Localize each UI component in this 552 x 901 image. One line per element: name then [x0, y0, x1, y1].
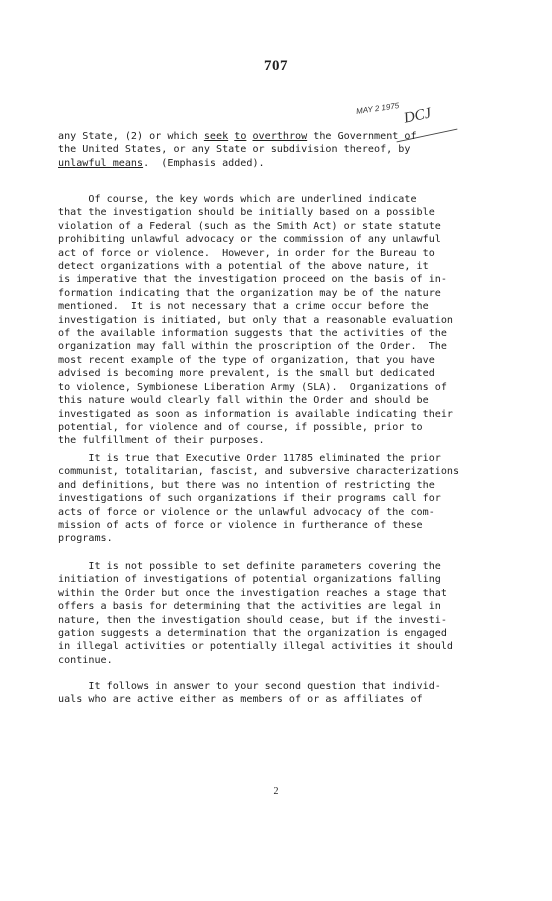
text-line [58, 479, 476, 492]
text-line [58, 300, 476, 313]
text-line [58, 157, 476, 170]
text-line [58, 680, 476, 693]
text-segment: that the investigation should be initially based on a possible [58, 207, 435, 219]
text-segment: prohibiting unlawful advocacy or the commission of any unlawful [58, 234, 441, 246]
text-line [58, 381, 476, 394]
text-line [58, 627, 476, 640]
paragraph-key-words [58, 193, 476, 448]
text-segment: to violence, Symbionese Liberation Army (SLA). Organizations of [58, 381, 447, 393]
handwritten-initials: DCJ [402, 105, 433, 127]
text-line [58, 614, 476, 627]
underlined-phrase: unlawful means [58, 157, 144, 169]
text-line [58, 421, 476, 434]
text-line [58, 519, 476, 532]
text-line [58, 640, 476, 653]
text-line [58, 314, 476, 327]
text-segment: uals who are active either as members of or as affiliates of [58, 694, 423, 706]
text-segment: programs. [58, 533, 113, 545]
text-segment: this nature would clearly fall within the Order and should be [58, 395, 429, 407]
text-segment: investigation is initiated, but only that a reasonable evaluation [58, 314, 454, 326]
text-line [58, 220, 476, 233]
text-segment: It is true that Executive Order 11785 eliminated the prior [58, 453, 441, 464]
text-line [58, 693, 476, 706]
text-line [58, 260, 476, 273]
text-segment: and definitions, but there was no intention of restricting the [58, 479, 435, 491]
paragraph-continuation [58, 130, 476, 170]
text-segment: It is not possible to set definite parameters covering the [58, 561, 441, 572]
text-line [58, 247, 476, 260]
text-segment: within the Order but once the investigation reaches a stage that [58, 587, 447, 599]
text-line [58, 367, 476, 380]
underlined-phrase: seek [203, 131, 229, 142]
text-line [58, 560, 476, 573]
underlined-phrase: to [234, 131, 247, 142]
text-segment: of the available information suggests that the activities of the [58, 328, 447, 340]
text-line [58, 340, 476, 353]
text-line [58, 532, 476, 545]
text-segment: mission of acts of force or violence in furtherance of these [58, 520, 423, 532]
text-line [58, 434, 476, 447]
text-segment: Of course, the key words which are underlined indicate [58, 194, 417, 205]
page-number: 707 [264, 58, 288, 74]
text-segment: organization may fall within the proscription of the Order. The [58, 341, 447, 353]
text-line [58, 206, 476, 219]
text-segment: . (Emphasis added). [143, 157, 265, 169]
paragraph-second-question [58, 680, 476, 707]
underlined-phrase: overthrow [252, 131, 308, 142]
text-line [58, 465, 476, 478]
text-line [58, 492, 476, 505]
text-segment: communist, totalitarian, fascist, and subversive characterizations [58, 466, 460, 478]
received-date-stamp: MAY 2 1975 [355, 101, 400, 116]
text-line [58, 193, 476, 206]
text-line [58, 327, 476, 340]
text-segment: is imperative that the investigation proceed on the basis of in- [58, 274, 447, 286]
text-line [58, 573, 476, 586]
text-segment: formation indicating that the organization may be of the nature [58, 287, 441, 299]
text-segment: investigations of such organizations if their programs call for [58, 493, 441, 505]
paragraph-executive-order [58, 452, 476, 546]
text-line [58, 452, 476, 465]
text-segment: advised is becoming more prevalent, is the small but dedicated [58, 368, 435, 380]
text-line [58, 130, 476, 143]
text-line [58, 287, 476, 300]
text-segment: potential, for violence and of course, if possible, prior to [58, 421, 423, 433]
text-line [58, 394, 476, 407]
text-segment: in illegal activities or potentially illegal activities it should [58, 641, 454, 653]
text-segment: any State, (2) or which [58, 131, 204, 142]
text-line [58, 587, 476, 600]
text-segment: the fulfillment of their purposes. [58, 435, 265, 447]
text-line [58, 408, 476, 421]
text-line [58, 654, 476, 667]
text-line [58, 506, 476, 519]
text-segment: It follows in answer to your second question that individ- [58, 681, 441, 692]
text-segment: acts of force or violence or the unlawful advocacy of the com- [58, 506, 435, 518]
text-segment: offers a basis for determining that the activities are legal in [58, 601, 441, 613]
text-line [58, 600, 476, 613]
text-segment: nature, then the investigation should cease, but if the investi- [58, 614, 447, 626]
text-segment: investigated as soon as information is available indicating their [58, 408, 454, 420]
text-segment: mentioned. It is not necessary that a crime occur before the [58, 301, 429, 313]
text-segment: initiation of investigations of potential organizations falling [58, 574, 441, 586]
text-line [58, 354, 476, 367]
text-segment: detect organizations with a potential of the above nature, it [58, 261, 429, 273]
text-segment: violation of a Federal (such as the Smith Act) or state statute [58, 220, 441, 232]
text-segment: the Government of [307, 131, 417, 142]
text-line [58, 143, 476, 156]
text-segment: act of force or violence. However, in order for the Bureau to [58, 247, 435, 259]
text-segment: the United States, or any State or subdivision thereof, by [58, 144, 411, 156]
paragraph-parameters [58, 560, 476, 667]
text-line [58, 273, 476, 286]
text-segment: gation suggests a determination that the organization is engaged [58, 628, 447, 640]
text-segment: most recent example of the type of organization, that you have [58, 354, 435, 366]
text-line [58, 233, 476, 246]
text-segment: continue. [58, 654, 113, 666]
footer-page-number: 2 [273, 786, 279, 797]
